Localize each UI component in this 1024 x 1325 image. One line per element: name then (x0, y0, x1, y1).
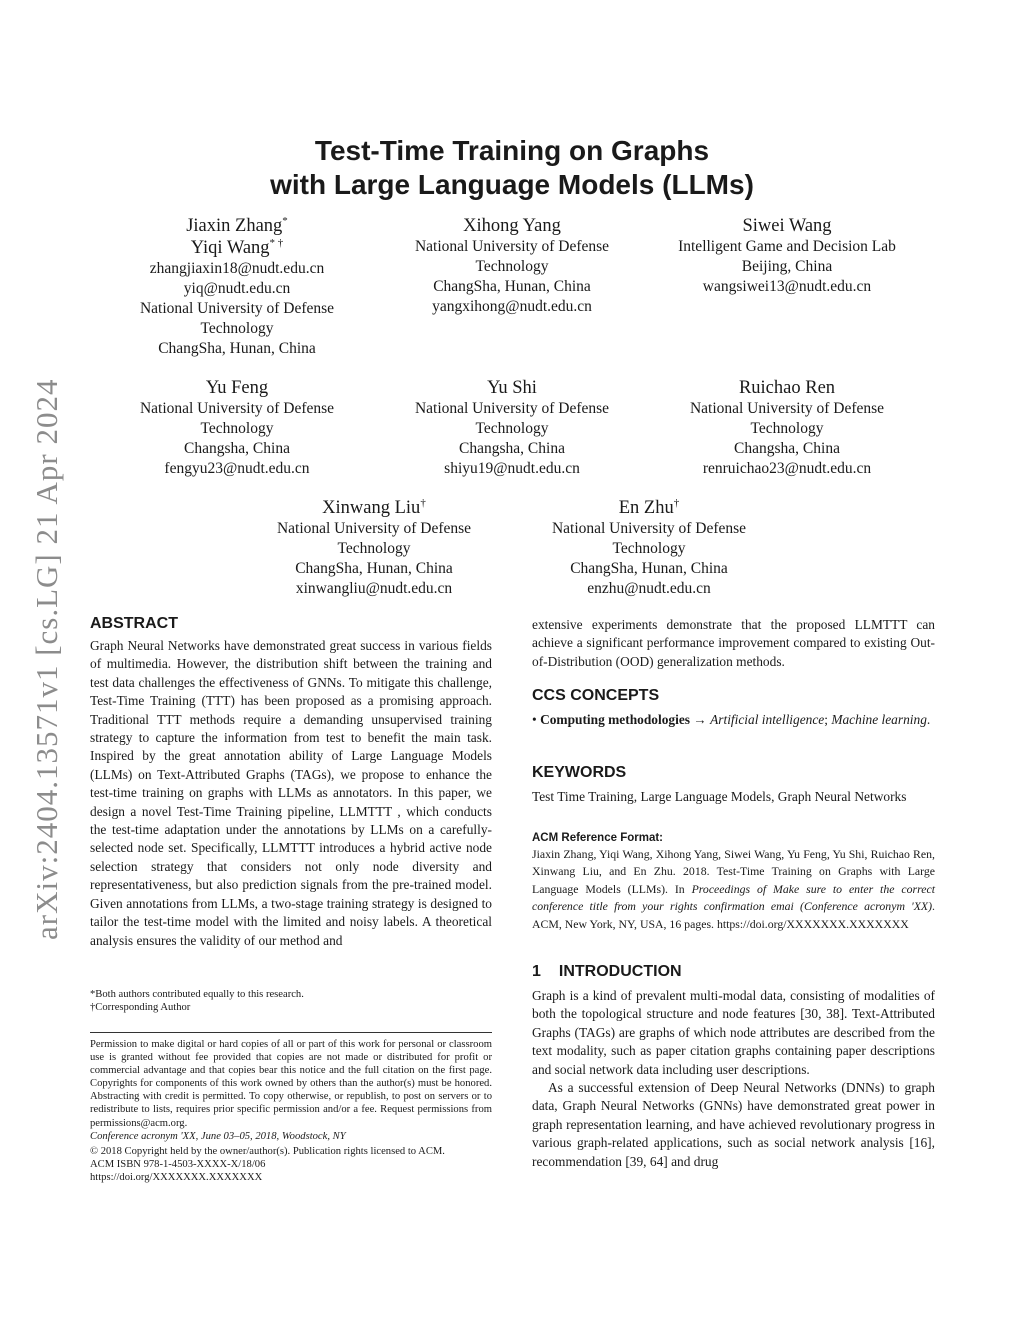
paper-title (200, 134, 824, 202)
author-affiliation: National University of Defense (139, 300, 335, 317)
author-location: ChangSha, Hunan, China (158, 340, 316, 357)
author-affiliation: National University of Defense (276, 520, 472, 537)
author-email: zhangjiaxin18@nudt.edu.cn (149, 260, 325, 277)
author-affiliation: Technology (337, 540, 411, 557)
equal-contribution-footnote: *Both authors contributed equally to this research. (90, 989, 304, 1000)
author-name: Yiqi Wang (190, 238, 270, 258)
author-mark: * † (269, 236, 284, 249)
acm-reference-text (532, 846, 935, 933)
author-block-zhang-wang (112, 215, 362, 359)
author-email: shiyu19@nudt.edu.cn (444, 460, 580, 477)
author-location: Changsha, China (459, 440, 565, 457)
corresponding-mark: † (420, 496, 426, 509)
keywords-text: Test Time Training, Large Language Models, Graph Neural Networks (532, 789, 907, 804)
period: . (926, 712, 931, 727)
acm-reference-section (532, 830, 935, 933)
author-name: Siwei Wang (742, 216, 832, 236)
keywords-heading: KEYWORDS (532, 764, 627, 781)
arrow: → (689, 712, 711, 727)
author-affiliation: Technology (612, 540, 686, 557)
author-location: Changsha, China (184, 440, 290, 457)
reference-authors-title: Jiaxin Zhang, Yiqi Wang, Xihong Yang, Siwei Wang, Yu Feng, Yu Shi, Ruichao Ren, Xinwang Liu, and En Zhu. 2018. Test-Time Training on Graphs with Large Language Models (LLMs). In (532, 847, 935, 896)
acm-reference-heading: ACM Reference Format: (532, 832, 663, 844)
author-block-shi (387, 377, 637, 479)
author-block-s-wang (652, 215, 922, 297)
ccs-text (532, 711, 935, 729)
permission-block (90, 1038, 492, 1184)
abstract-section (90, 614, 492, 950)
author-email: enzhu@nudt.edu.cn (587, 580, 711, 597)
author-name: Xihong Yang (463, 216, 561, 236)
abstract-heading: ABSTRACT (90, 615, 178, 632)
author-email: yangxihong@nudt.edu.cn (432, 298, 592, 315)
introduction-section (532, 962, 935, 1171)
conference-info: Conference acronym 'XX, June 03–05, 2018, Woodstock, NY (90, 1130, 346, 1142)
intro-paragraph-2: As a successful extension of Deep Neural Networks (DNNs) to graph data, Graph Neural Networks (GNNs) have demonstrated great power in graph representation learning, and have achieved revolutionary progress in various graph-related applications, such as social network analysis [16], recommendation [39, 64] and drug (532, 1080, 935, 1169)
reference-venue: Proceedings of Make sure to enter the correct conference title from your rights confirmation emai (Conference acronym 'XX) (532, 881, 935, 914)
author-email: xinwangliu@nudt.edu.cn (295, 580, 453, 597)
author-location: ChangSha, Hunan, China (433, 278, 591, 295)
author-name: Ruichao Ren (738, 378, 836, 398)
isbn: ACM ISBN 978-1-4503-XXXX-X/18/06 (90, 1158, 266, 1170)
ccs-concept: Artificial intelligence (710, 712, 825, 727)
abstract-text: Graph Neural Networks have demonstrated great success in various fields of multimedia. However, the distribution shift between the training and test data challenges the effectiveness of GNNs. To mitigate this challenge, Test-Time Training (TTT) has been proposed as a promising approach. Traditional TTT methods require a demanding unsupervised training strategy to capture the information from test to benefit the main task. Inspired by the great annotation ability of Large Language Models (LLMs) on Text-Attributed Graphs (TAGs), we propose to enhance the test-time training on graphs with LLMs as annotators. In this paper, we design a novel Test-Time Training pipeline, LLMTTT , which conducts the test-time adaptation under the annotations by LLMs on a carefully-selected node set. Specifically, LLMTTT introduces a hybrid active node selection strategy that considers not only node diversity and representativeness, but also prediction signals from the pre-trained model. Given annotations from LLMs, a two-stage training strategy is designed to tailor the test-time model with the limited and noisy labels. A theoretical analysis ensures the validity of our method and (90, 638, 492, 948)
corresponding-mark: † (673, 496, 680, 509)
author-location: ChangSha, Hunan, China (570, 560, 728, 577)
author-affiliation: National University of Defense (414, 238, 610, 255)
author-email: renruichao23@nudt.edu.cn (702, 460, 872, 477)
footnote-divider (90, 1032, 492, 1033)
reference-publisher: . ACM, New York, NY, USA, 16 pages. https://doi.org/XXXXXXX.XXXXXXX (532, 899, 935, 931)
section-number: 1 (532, 963, 541, 980)
author-location: Changsha, China (734, 440, 840, 457)
author-affiliation: Technology (750, 420, 824, 437)
author-email: fengyu23@nudt.edu.cn (164, 460, 310, 477)
bullet: • (532, 712, 537, 727)
author-affiliation: National University of Defense (689, 400, 885, 417)
author-affiliation: National University of Defense (414, 400, 610, 417)
author-affiliation: Technology (200, 420, 274, 437)
author-name: Yu Shi (487, 378, 537, 398)
arxiv-identifier: arXiv:2404.13571v1 [cs.LG] 21 Apr 2024 (29, 378, 64, 940)
author-affiliation: Technology (475, 258, 549, 275)
author-name: Xinwang Liu (322, 498, 421, 518)
author-location: ChangSha, Hunan, China (295, 560, 453, 577)
author-affiliation: Intelligent Game and Decision Lab (678, 238, 896, 255)
author-affiliation: Technology (475, 420, 549, 437)
author-name: Yu Feng (205, 378, 269, 398)
ccs-category: Computing methodologies (540, 712, 690, 727)
equal-contribution-mark: * (282, 214, 288, 227)
keywords-section (532, 763, 935, 806)
author-affiliation: Technology (200, 320, 274, 337)
copyright-notice: © 2018 Copyright held by the owner/author(s). Publication rights licensed to ACM. (90, 1145, 445, 1157)
section-title: INTRODUCTION (558, 963, 682, 980)
author-block-liu (249, 497, 499, 599)
author-block-zhu (524, 497, 774, 599)
author-email: wangsiwei13@nudt.edu.cn (702, 278, 872, 295)
ccs-section (532, 686, 935, 729)
author-location: Beijing, China (741, 258, 833, 275)
author-block-feng (112, 377, 362, 479)
author-affiliation: National University of Defense (139, 400, 335, 417)
ccs-heading: CCS CONCEPTS (532, 687, 660, 704)
permission-notice: Permission to make digital or hard copies of all or part of this work for personal or classroom use is granted without fee provided that copies are not made or distributed for profit or commercial advantage and that copies bear this notice and the full citation on the first page. Copyrights for components of this work owned by others than the author(s) must be honored. Abstracting with credit is permitted. To copy otherwise, or republish, to post on servers or to redistribute to lists, requires prior specific permission and/or a fee. Request permissions from permissions@acm.org. (90, 1039, 492, 1129)
introduction-heading (532, 962, 935, 982)
author-name: Jiaxin Zhang (186, 216, 283, 236)
author-name: En Zhu (618, 498, 674, 518)
abstract-continuation: extensive experiments demonstrate that the proposed LLMTTT can achieve a significant performance improvement compared to existing Out-of-Distribution (OOD) generalization methods. (532, 617, 935, 669)
author-footnotes (90, 988, 492, 1014)
author-affiliation: National University of Defense (551, 520, 747, 537)
title-line-1: Test-Time Training on Graphs (314, 135, 710, 166)
doi-link[interactable]: https://doi.org/XXXXXXX.XXXXXXX (90, 1171, 263, 1183)
separator: ; (824, 712, 832, 727)
corresponding-author-footnote: †Corresponding Author (90, 1002, 191, 1014)
ccs-concept: Machine learning (831, 712, 927, 727)
title-line-2: with Large Language Models (LLMs) (270, 169, 754, 200)
author-email: yiq@nudt.edu.cn (183, 280, 291, 297)
author-block-ren (662, 377, 912, 479)
intro-paragraph-1: Graph is a kind of prevalent multi-modal data, consisting of modalities of both the topological structure and node features [30, 38]. Text-Attributed Graphs (TAGs) are graphs of which node attributes are described from the text modality, such as paper citation graphs containing paper descriptions and social network data including user descriptions. (532, 988, 935, 1077)
author-block-yang (387, 215, 637, 317)
